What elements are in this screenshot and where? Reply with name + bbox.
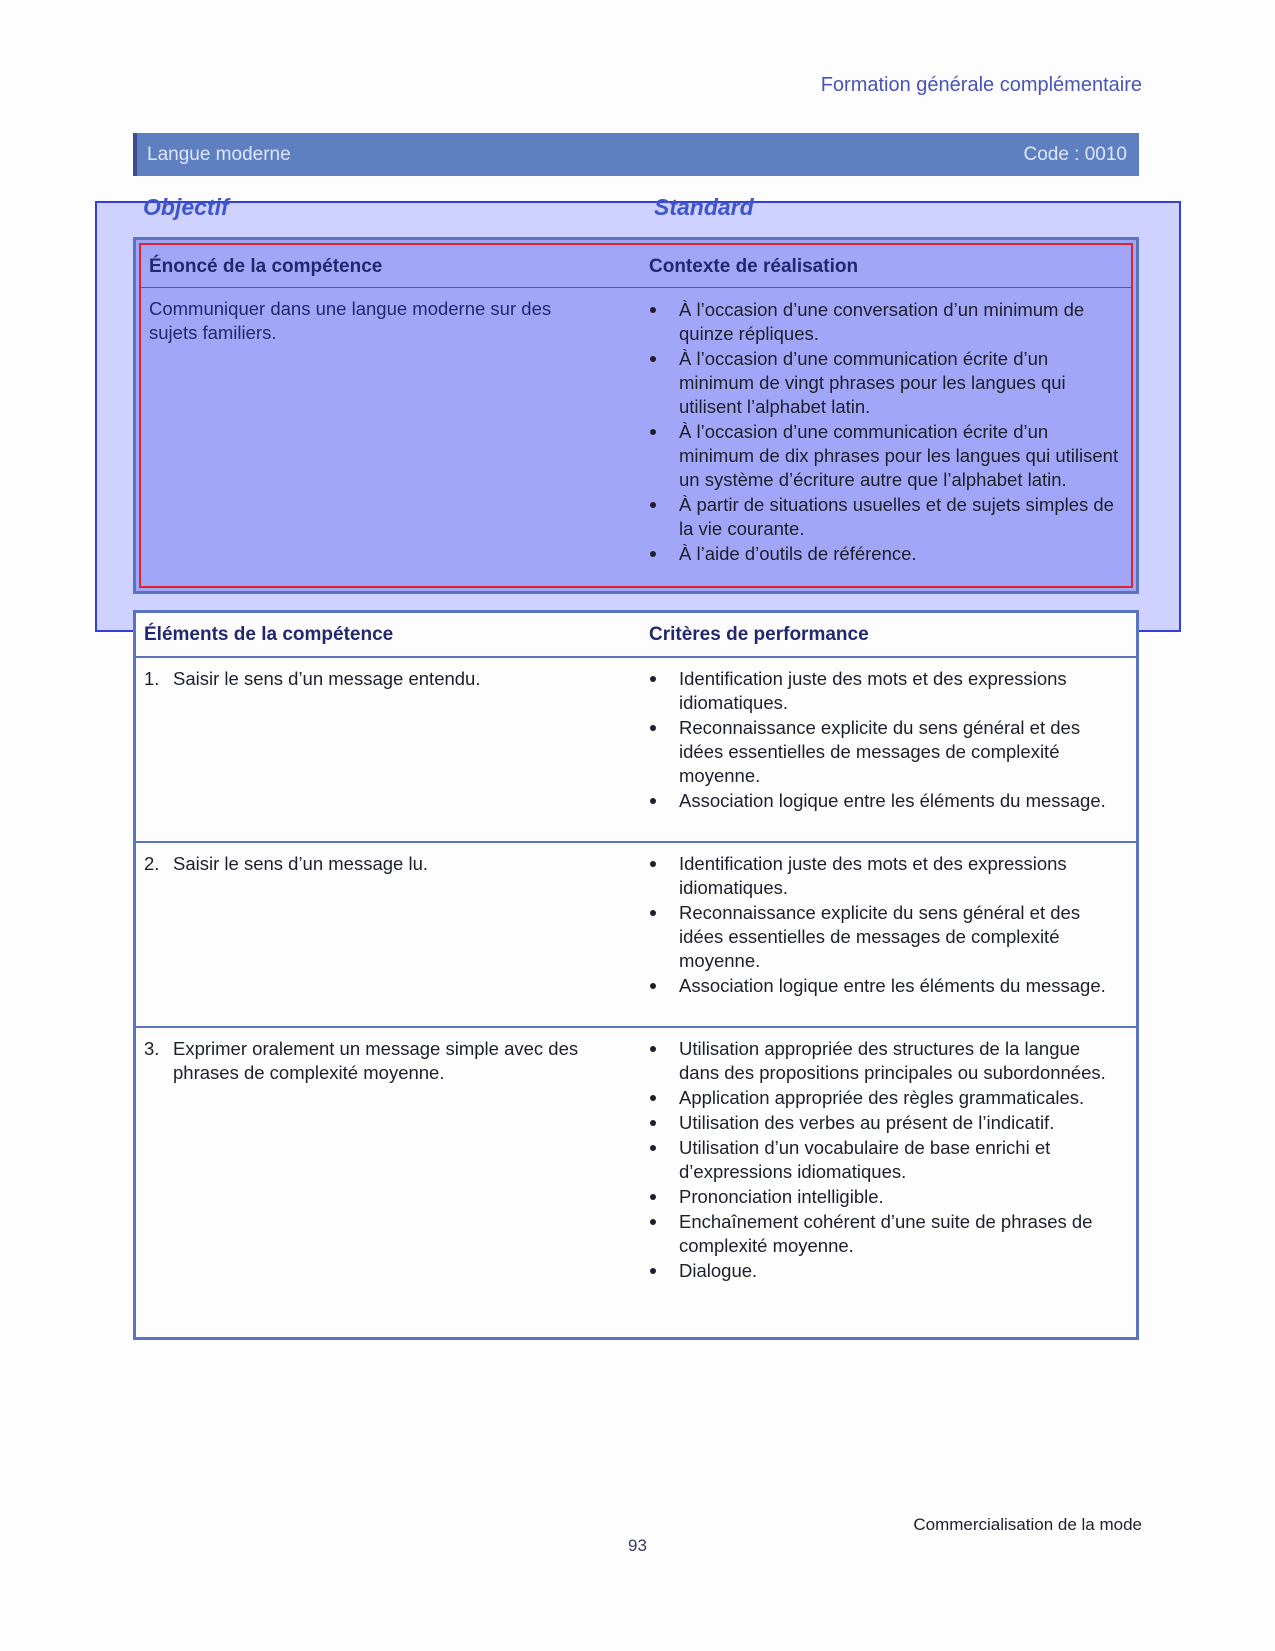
bullet-icon [650,798,656,804]
row-divider [136,1026,1136,1028]
bullet-icon [650,983,656,989]
list-item-text: Reconnaissance explicite du sens général et des idées essentielles de messages de complexité moyenne. [679,717,1081,786]
bullet-icon [650,356,656,362]
bullet-icon [650,1219,656,1225]
row-divider [136,841,1136,843]
element-number: 1. [144,668,160,689]
standard-heading: Standard [654,194,754,220]
list-item [649,542,1119,566]
objective-heading: Objectif [143,194,229,220]
bullet-icon [650,1194,656,1200]
list-item [649,789,1119,813]
list-item-text: À l’occasion d’une conversation d’un minimum de quinze répliques. [679,299,1085,344]
bullet-icon [650,502,656,508]
list-item [649,901,1119,973]
element-text: Exprimer oralement un message simple avec des phrases de complexité moyenne. [173,1038,579,1083]
list-item-text: À l’occasion d’une communication écrite d’un minimum de vingt phrases pour les langues qui utilisent l’alphabet latin. [679,348,1066,417]
element-text: Saisir le sens d’un message lu. [173,853,429,874]
list-item [649,347,1119,419]
element-number: 2. [144,853,160,874]
list-item-text: Reconnaissance explicite du sens général et des idées essentielles de messages de complexité moyenne. [679,902,1081,971]
list-item [649,420,1119,492]
list-item [649,493,1119,541]
header-divider [136,656,1136,658]
bullet-icon [650,429,656,435]
list-item-text: Application appropriée des règles grammaticales. [679,1087,1085,1108]
list-item [649,667,1119,715]
bullet-icon [650,551,656,557]
program-name: Commercialisation de la mode [913,1515,1142,1534]
statement-header: Énoncé de la compétence [149,256,383,277]
list-item [649,1037,1119,1085]
bullet-icon [650,676,656,682]
elements-header: Éléments de la compétence [144,624,394,645]
criteria-list [649,1037,1119,1284]
list-item [649,1259,1119,1283]
list-item [649,974,1119,998]
bullet-icon [650,861,656,867]
element-item [144,852,604,876]
context-header: Contexte de réalisation [649,256,859,277]
criteria-list [649,667,1119,814]
bullet-icon [650,1095,656,1101]
list-item-text: Utilisation appropriée des structures de la langue dans des propositions principales ou subordonnées. [679,1038,1106,1083]
list-item [649,1210,1119,1258]
criteria-list [649,852,1119,999]
section-title: Formation générale complémentaire [820,74,1142,96]
element-item [144,1037,604,1085]
criteria-header: Critères de performance [649,624,869,645]
list-item-text: Utilisation d’un vocabulaire de base enrichi et d’expressions idiomatiques. [679,1137,1051,1182]
list-item-text: Dialogue. [679,1260,758,1281]
context-list [649,298,1119,567]
bullet-icon [650,1268,656,1274]
page-number: 93 [628,1536,647,1555]
subject-title: Langue moderne [147,144,291,165]
element-item [144,667,604,691]
list-item-text: À l’occasion d’une communication écrite d’un minimum de dix phrases pour les langues qui utilisent un système d’écriture autre que l’alphabet latin. [679,421,1119,490]
title-bar [133,133,1139,176]
header-divider [141,287,1131,288]
list-item-text: À partir de situations usuelles et de sujets simples de la vie courante. [679,494,1114,539]
bullet-icon [650,1120,656,1126]
list-item-text: Identification juste des mots et des expressions idiomatiques. [679,668,1067,713]
list-item-text: Enchaînement cohérent d’une suite de phrases de complexité moyenne. [679,1211,1093,1256]
bullet-icon [650,1046,656,1052]
list-item [649,852,1119,900]
bullet-icon [650,1145,656,1151]
subject-code: Code : 0010 [1023,144,1127,165]
list-item [649,1111,1119,1135]
bullet-icon [650,725,656,731]
element-number: 3. [144,1038,160,1059]
bullet-icon [650,307,656,313]
list-item [649,1136,1119,1184]
list-item-text: À l’aide d’outils de référence. [679,543,917,564]
list-item [649,1086,1119,1110]
list-item [649,298,1119,346]
performance-table [133,610,1139,1340]
list-item-text: Prononciation intelligible. [679,1186,884,1207]
element-text: Saisir le sens d’un message entendu. [173,668,481,689]
list-item-text: Utilisation des verbes au présent de l’indicatif. [679,1112,1055,1133]
competency-statement: Communiquer dans une langue moderne sur des sujets familiers. [149,298,552,343]
list-item [649,716,1119,788]
statement-table [133,237,1139,594]
list-item-text: Association logique entre les éléments du message. [679,975,1106,996]
list-item-text: Identification juste des mots et des expressions idiomatiques. [679,853,1067,898]
list-item-text: Association logique entre les éléments du message. [679,790,1106,811]
list-item [649,1185,1119,1209]
statement-inner-frame [139,243,1133,588]
bullet-icon [650,910,656,916]
